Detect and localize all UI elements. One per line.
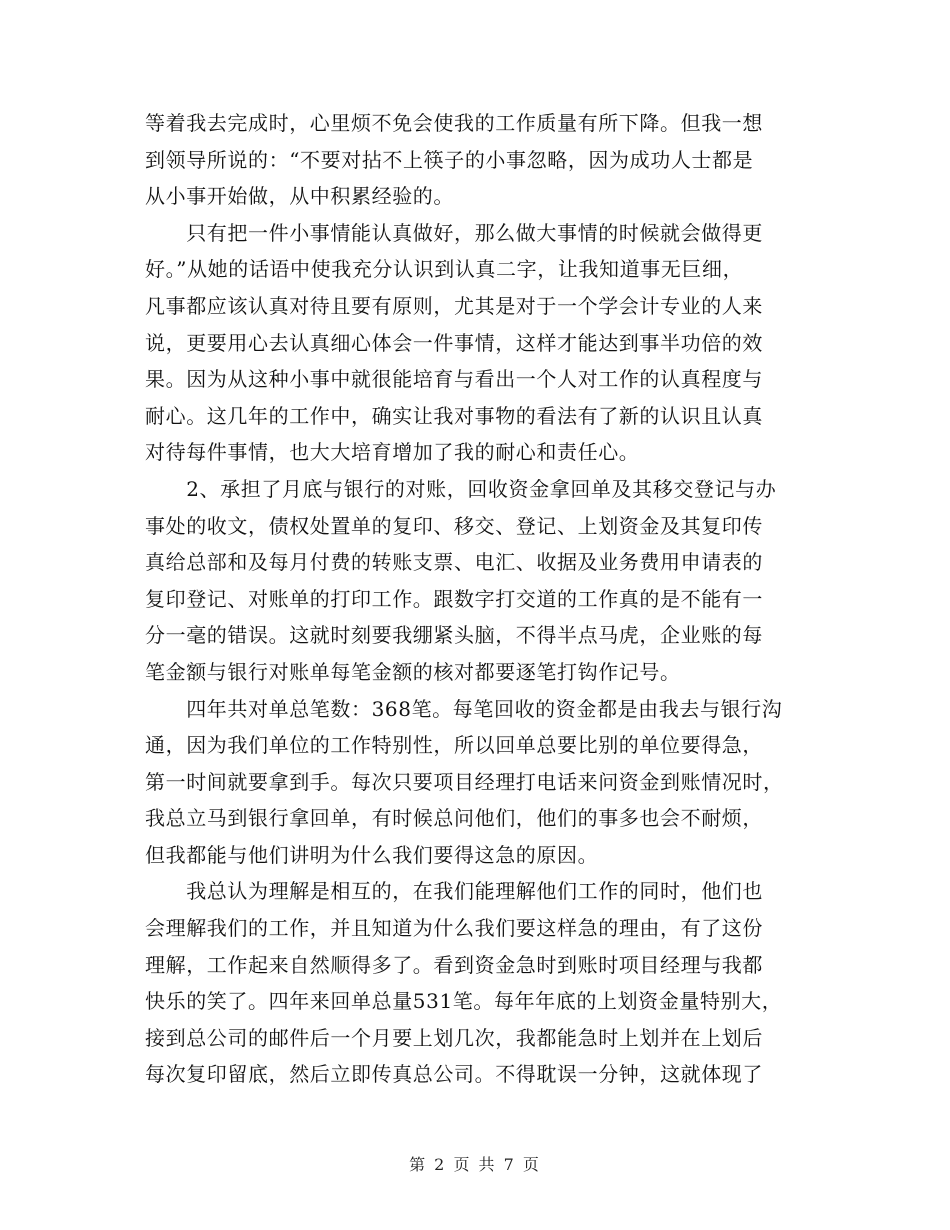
text-line: 四年共对单总笔数：368笔。每笔回收的资金都是由我去与银行沟 — [145, 696, 783, 721]
text-line: 快乐的笑了。四年来回单总量531笔。每年年底的上划资金量特别大， — [145, 989, 783, 1014]
text-line: 会理解我们的工作，并且知道为什么我们要这样急的理由，有了这份 — [145, 916, 763, 941]
text-line: 到领导所说的：“不要对拈不上筷子的小事忽略，因为成功人士都是 — [145, 147, 754, 172]
text-line: 我总立马到银行拿回单，有时候总问他们，他们的事多也会不耐烦， — [145, 806, 763, 831]
text-line: 等着我去完成时，心里烦不免会使我的工作质量有所下降。但我一想 — [145, 111, 763, 135]
text-line: 说，更要用心去认真细心体会一件事情，这样才能达到事半功倍的效 — [145, 330, 763, 355]
text-line: 笔金额与银行对账单每笔金额的核对都要逐笔打钩作记号。 — [145, 659, 681, 684]
text-line: 事处的收文，债权处置单的复印、移交、登记、上划资金及其复印传 — [145, 513, 763, 538]
text-line: 复印登记、对账单的打印工作。跟数字打交道的工作真的是不能有一 — [145, 586, 763, 611]
text-line: 我总认为理解是相互的，在我们能理解他们工作的同时，他们也 — [145, 879, 763, 904]
document-body — [145, 105, 805, 1093]
text-line: 接到总公司的邮件后一个月要上划几次，我都能急时上划并在上划后 — [145, 1025, 763, 1050]
text-line: 理解，工作起来自然顺得多了。看到资金急时到账时项目经理与我都 — [145, 952, 763, 977]
text-line: 果。因为从这种小事中就很能培育与看出一个人对工作的认真程度与 — [145, 367, 763, 392]
text-line: 通，因为我们单位的工作特别性，所以回单总要比别的单位要得急， — [145, 733, 763, 758]
paragraph-3 — [145, 471, 805, 691]
text-line: 凡事都应该认真对待且要有原则，尤其是对于一个学会计专业的人来 — [145, 293, 763, 318]
text-line: 对待每件事情，也大大培育增加了我的耐心和责任心。 — [145, 440, 640, 465]
text-line: 好。”从她的话语中使我充分认识到认真二字，让我知道事无巨细， — [145, 257, 744, 282]
text-line: 2、承担了月底与银行的对账，回收资金拿回单及其移交登记与办 — [145, 476, 777, 501]
text-line: 从小事开始做，从中积累经验的。 — [145, 184, 454, 209]
text-line: 真给总部和及每月付费的转账支票、电汇、收据及业务费用申请表的 — [145, 550, 763, 575]
text-line: 只有把一件小事情能认真做好，那么做大事情的时候就会做得更 — [145, 220, 763, 245]
text-line: 分一毫的错误。这就时刻要我绷紧头脑，不得半点马虎，企业账的每 — [145, 623, 763, 648]
page-number-footer: 第 2 页 共 7 页 — [409, 1155, 541, 1174]
text-line: 耐心。这几年的工作中，确实让我对事物的看法有了新的认识且认真 — [145, 403, 763, 428]
text-line: 但我都能与他们讲明为什么我们要得这急的原因。 — [145, 842, 599, 867]
paragraph-4 — [145, 691, 805, 874]
text-line: 第一时间就要拿到手。每次只要项目经理打电话来问资金到账情况时， — [145, 769, 784, 794]
text-line: 每次复印留底，然后立即传真总公司。不得耽误一分钟，这就体现了 — [145, 1062, 763, 1087]
paragraph-2 — [145, 215, 805, 471]
paragraph-1 — [145, 105, 805, 215]
paragraph-5 — [145, 873, 805, 1093]
